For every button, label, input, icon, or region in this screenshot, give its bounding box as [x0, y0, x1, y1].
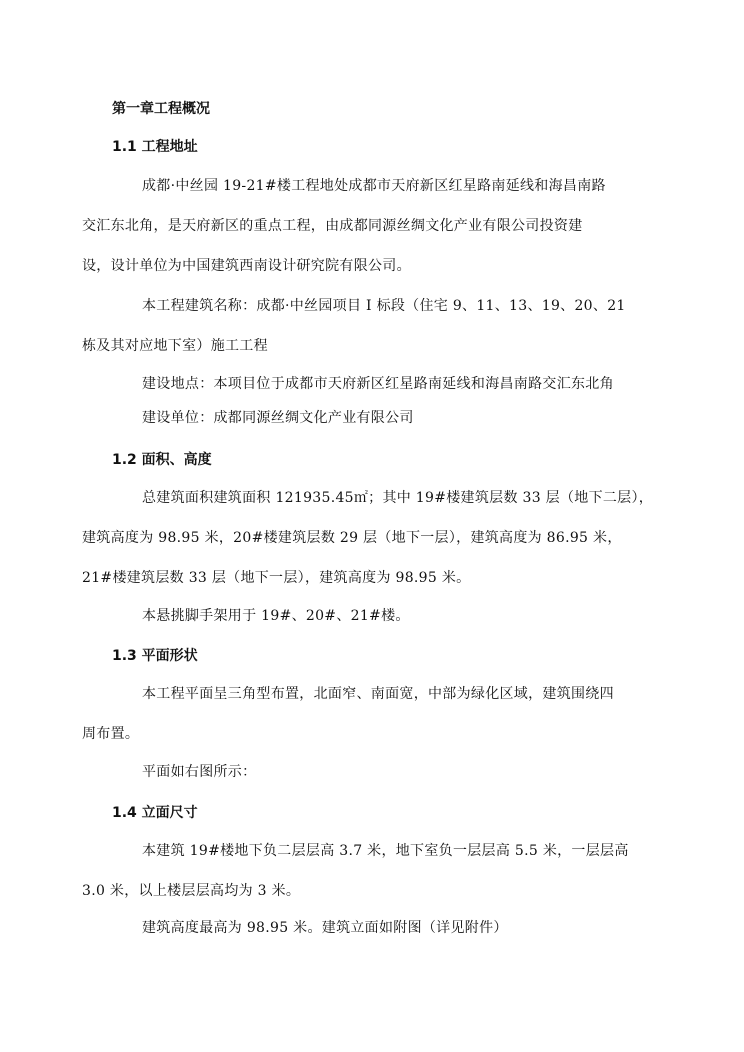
paragraph-project-name	[82, 286, 634, 366]
section-heading-1-2: 1.2 面积、高度	[112, 452, 212, 468]
chapter-title: 第一章工程概况	[112, 101, 210, 117]
paragraph-line: 栋及其对应地下室）施工工程	[82, 338, 268, 354]
section-heading-1-1: 1.1 工程地址	[112, 139, 198, 155]
paragraph-line: 本工程平面呈三角型布置，北面窄、南面宽，中部为绿化区域，建筑围绕四	[142, 686, 614, 702]
paragraph-plan-shape	[82, 674, 634, 754]
paragraph-max-height: 建筑高度最高为 98.95 米。建筑立面如附图（详见附件）	[142, 920, 508, 936]
paragraph-line: 3.0 米，以上楼层层高均为 3 米。	[82, 883, 301, 899]
section-heading-1-3: 1.3 平面形状	[112, 648, 198, 664]
paragraph-line: 21#楼建筑层数 33 层（地下一层），建筑高度为 98.95 米。	[82, 570, 471, 586]
paragraph-plan-figure: 平面如右图所示：	[142, 764, 257, 780]
paragraph-line: 交汇东北角，是天府新区的重点工程，由成都同源丝绸文化产业有限公司投资建	[82, 218, 583, 234]
paragraph-line: 设，设计单位为中国建筑西南设计研究院有限公司。	[82, 258, 411, 274]
paragraph-location: 建设地点：本项目位于成都市天府新区红星路南延线和海昌南路交汇东北角	[142, 376, 614, 392]
paragraph-line: 本工程建筑名称：成都·中丝园项目 I 标段（住宅 9、11、13、19、20、21	[142, 298, 626, 314]
paragraph-scaffold: 本悬挑脚手架用于 19#、20#、21#楼。	[142, 608, 410, 624]
paragraph-line: 建筑高度为 98.95 米，20#楼建筑层数 29 层（地下一层），建筑高度为 86.95 米，	[82, 530, 622, 546]
paragraph-floor-heights	[82, 831, 634, 911]
paragraph-client: 建设单位：成都同源丝绸文化产业有限公司	[142, 410, 414, 426]
paragraph-line: 总建筑面积建筑面积 121935.45㎡；其中 19#楼建筑层数 33 层（地下二层），	[142, 490, 654, 506]
paragraph-line: 本建筑 19#楼地下负二层层高 3.7 米，地下室负一层层高 5.5 米，一层层高	[142, 843, 629, 859]
paragraph-line: 周布置。	[82, 726, 140, 742]
paragraph-address	[82, 166, 634, 286]
paragraph-area-height	[82, 478, 654, 598]
paragraph-line: 成都·中丝园 19-21#楼工程地处成都市天府新区红星路南延线和海昌南路	[142, 178, 606, 194]
section-heading-1-4: 1.4 立面尺寸	[112, 805, 198, 821]
